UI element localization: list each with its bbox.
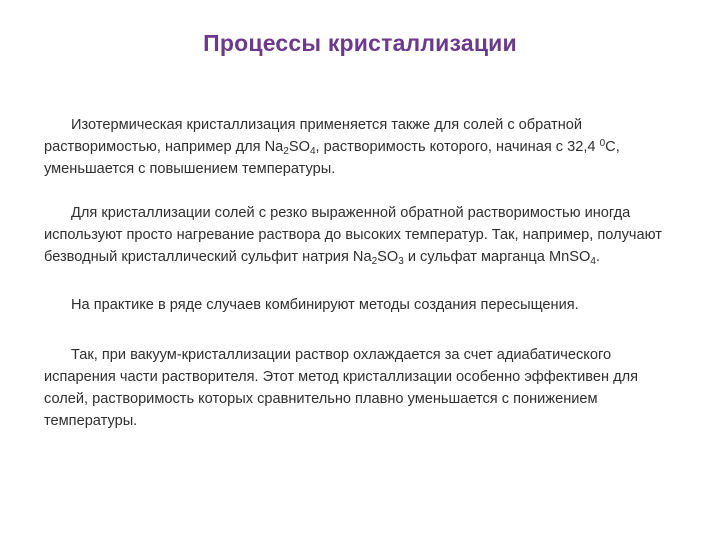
subscript-3: 3 <box>398 256 404 267</box>
paragraph-isothermal-text-d: С, уменьшается с повышением температуры. <box>44 139 620 177</box>
paragraph-heating-text-b: SO <box>377 249 399 265</box>
superscript-degree: 0 <box>599 138 606 149</box>
subscript-4: 4 <box>590 256 596 267</box>
paragraph-heating <box>44 202 684 268</box>
slide-body <box>44 114 684 432</box>
subscript-4: 4 <box>309 146 316 157</box>
paragraph-isothermal-text-b: SO <box>288 139 310 155</box>
subscript-2: 2 <box>371 256 378 267</box>
paragraph-isothermal <box>44 114 684 180</box>
slide-title: Процессы кристаллизации <box>203 30 517 56</box>
paragraph-heating-text-a: Для кристаллизации солей с резко выраженной обратной растворимостью иногда используют просто нагревание раствора до высоких температур. Так, например, получают безводный кристаллический сульфит натрия Na <box>44 205 662 265</box>
paragraph-vacuum: Так, при вакуум-кристаллизации раствор охлаждается за счет адиабатического испарения части растворителя. Этот метод кристаллизации особенно эффективен для солей, растворимость которых сравнительно плавно уменьшается с понижением температуры. <box>44 347 639 429</box>
paragraph-isothermal-text-c: , растворимость которого, начиная с 32,4 <box>315 139 600 155</box>
subscript-2: 2 <box>283 146 289 157</box>
paragraph-isothermal-text-a: Изотермическая кристаллизация применяется также для солей с обратной растворимостью, например для Na <box>44 117 583 155</box>
paragraph-heating-text-d: . <box>595 249 600 265</box>
paragraph-combined-methods: На практике в ряде случаев комбинируют методы создания пересыщения. <box>71 297 579 313</box>
paragraph-heating-text-c: и сульфат марганца MnSO <box>403 249 591 265</box>
